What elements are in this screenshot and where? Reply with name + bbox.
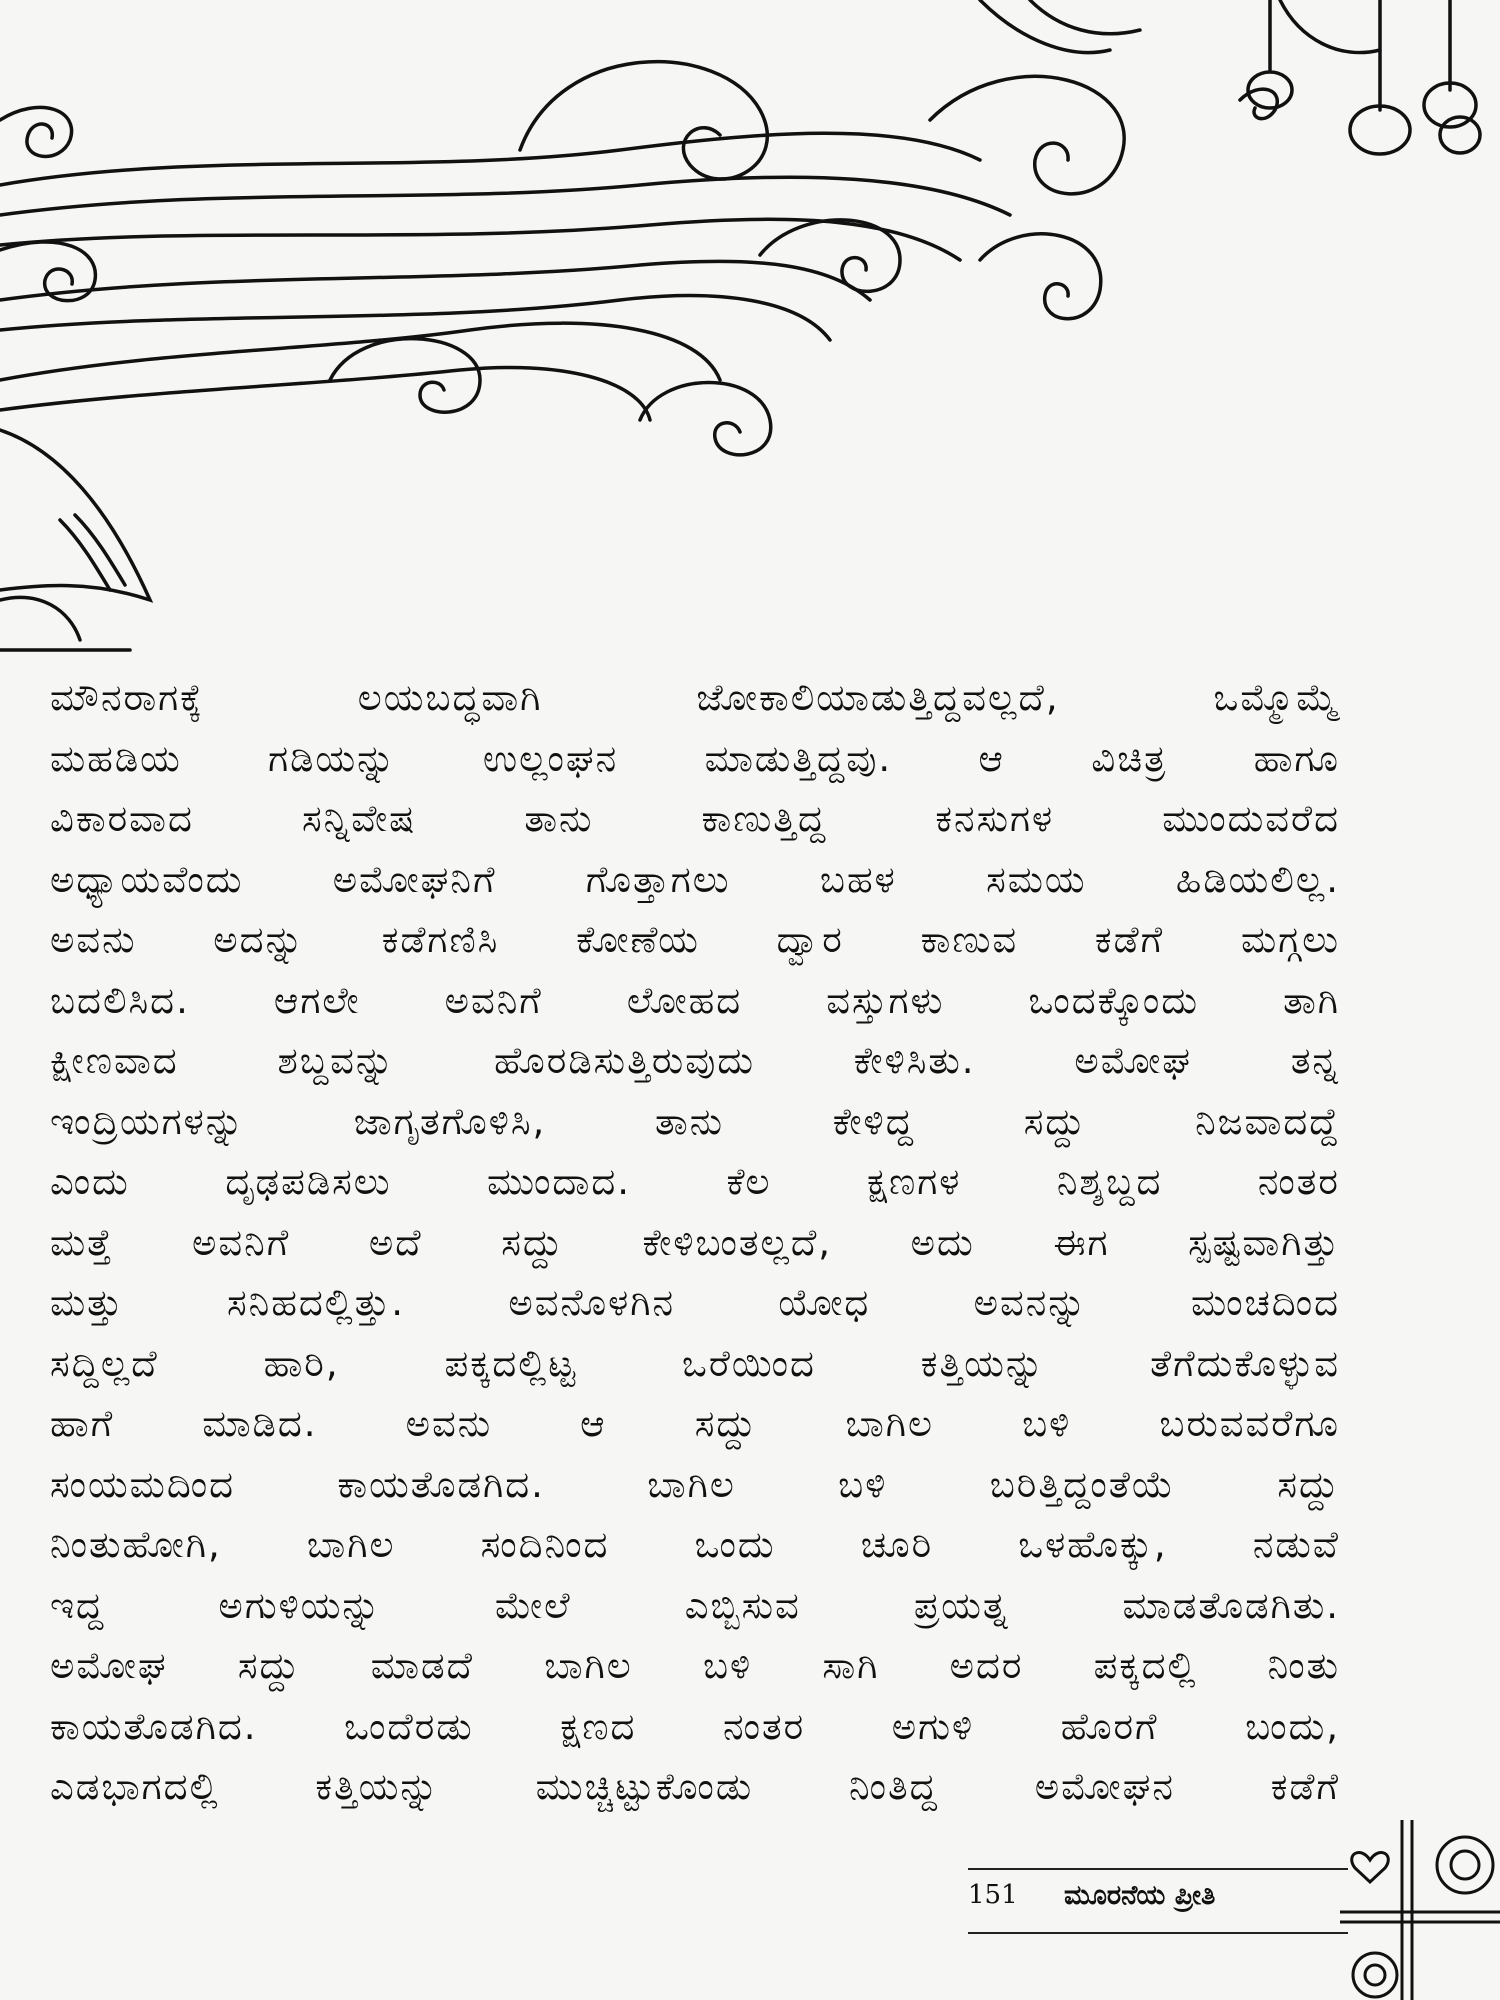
text-line: ಇದ್ದ ಅಗುಳಿಯನ್ನು ಮೇಲೆ ಎಬ್ಬಿಸುವ ಪ್ರಯತ್ನ ಮಾಡತೊಡಗಿತು.	[50, 1583, 1340, 1627]
text-line: ಎಂದು ದೃಢಪಡಿಸಲು ಮುಂದಾದ. ಕೆಲ ಕ್ಷಣಗಳ ನಿಶ್ಶಬ್ದದ ನಂತರ	[50, 1160, 1340, 1203]
heart-icon	[1352, 1852, 1389, 1882]
wind-strand-7	[0, 367, 650, 420]
hanging-bead-2	[1350, 106, 1410, 154]
footer-rule-top	[968, 1868, 1348, 1870]
swirl-mid-2	[980, 234, 1101, 319]
text-line: ಕ್ಷೀಣವಾದ ಶಬ್ದವನ್ನು ಹೊರಡಿಸುತ್ತಿರುವುದು ಕೇಳಿಸಿತು. ಅಮೋಘ ತನ್ನ	[50, 1039, 1340, 1082]
text-line: ಮಹಡಿಯ ಗಡಿಯನ್ನು ಉಲ್ಲಂಘನ ಮಾಡುತ್ತಿದ್ದವು. ಆ ವಿಚಿತ್ರ ಹಾಗೂ	[50, 736, 1340, 780]
text-line: ವಿಕಾರವಾದ ಸನ್ನಿವೇಷ ತಾನು ಕಾಣುತ್ತಿದ್ದ ಕನಸುಗಳ ಮುಂದುವರೆದ	[50, 797, 1340, 840]
wind-strand-3	[0, 219, 960, 260]
text-line: ಸದ್ದಿಲ್ಲದೆ ಹಾರಿ, ಪಕ್ಕದಲ್ಲಿಟ್ಟ ಒರೆಯಿಂದ ಕತ್ತಿಯನ್ನು ತೆಗೆದುಕೊಳ್ಳುವ	[50, 1341, 1340, 1385]
text-line: ಮತ್ತು ಸನಿಹದಲ್ಲಿತ್ತು. ಅವನೊಳಗಿನ ಯೋಧ ಅವನನ್ನು ಮಂಚದಿಂದ	[50, 1281, 1340, 1324]
swirl-top-center	[520, 62, 767, 179]
text-line: ಎಡಭಾಗದಲ್ಲಿ ಕತ್ತಿಯನ್ನು ಮುಚ್ಚಿಟ್ಟುಕೊಂಡು ನಿಂತಿದ್ದ ಅಮೋಘನ ಕಡೆಗೆ	[50, 1765, 1340, 1808]
text-line: ಅವನು ಅದನ್ನು ಕಡೆಗಣಿಸಿ ಕೋಣೆಯ ದ್ವಾರ ಕಾಣುವ ಕಡೆಗೆ ಮಗ್ಗಲು	[50, 918, 1340, 961]
text-line: ಅಧ್ಯಾಯವೆಂದು ಅಮೋಘನಿಗೆ ಗೊತ್ತಾಗಲು ಬಹಳ ಸಮಯ ಹಿಡಿಯಲಿಲ್ಲ.	[50, 857, 1340, 901]
swirl-left-top	[0, 107, 72, 156]
text-line: ಅಮೋಘ ಸದ್ದು ಮಾಡದೆ ಬಾಗಿಲ ಬಳಿ ಸಾಗಿ ಅದರ ಪಕ್ಕದಲ್ಲಿ ನಿಂತು	[50, 1644, 1340, 1687]
wind-strand-4	[0, 261, 870, 300]
text-line: ಹಾಗೆ ಮಾಡಿದ. ಅವನು ಆ ಸದ್ದು ಬಾಗಿಲ ಬಳಿ ಬರುವವರೆಗೂ	[50, 1402, 1340, 1445]
text-line: ಬದಲಿಸಿದ. ಆಗಲೇ ಅವನಿಗೆ ಲೋಹದ ವಸ್ತುಗಳು ಒಂದಕ್ಕೊಂದು ತಾಗಿ	[50, 978, 1340, 1022]
shoulder-band-1	[60, 520, 110, 590]
body-text	[50, 668, 1340, 1818]
text-line: ಕಾಯತೊಡಗಿದ. ಒಂದೆರಡು ಕ್ಷಣದ ನಂತರ ಅಗುಳಿ ಹೊರಗೆ ಬಂದು,	[50, 1704, 1340, 1748]
swirl-wind-illustration	[0, 0, 1500, 660]
ornament-circle-top	[1437, 1837, 1493, 1893]
wind-strand-2	[0, 177, 1010, 215]
corner-ornament	[1340, 1820, 1500, 2000]
page-footer	[968, 1862, 1348, 1942]
footer-rule-bottom	[968, 1932, 1348, 1934]
ornament-circle-bottom	[1353, 1953, 1397, 1997]
running-title: ಮೂರನೆಯ ಪ್ರೀತಿ	[1064, 1880, 1216, 1911]
text-line: ನಿಂತುಹೋಗಿ, ಬಾಗಿಲ ಸಂದಿನಿಂದ ಒಂದು ಚೂರಿ ಒಳಹೊಕ್ಕು, ನಡುವೆ	[50, 1523, 1340, 1566]
hanging-bead-4	[1440, 117, 1480, 153]
text-line: ಮೌನರಾಗಕ್ಕೆ ಲಯಬದ್ಧವಾಗಿ ಜೋಕಾಲಿಯಾಡುತ್ತಿದ್ದವಲ್ಲದೆ, ಒಮ್ಮೊಮ್ಮೆ	[50, 676, 1340, 719]
text-line: ಮತ್ತೆ ಅವನಿಗೆ ಅದೆ ಸದ್ದು ಕೇಳಿಬಂತಲ್ಲದೆ, ಅದು ಈಗ ಸ್ಪಷ್ಟವಾಗಿತ್ತು	[50, 1220, 1340, 1264]
swirl-top-right	[930, 76, 1124, 193]
swirl-mid-1	[760, 220, 900, 291]
swirl-low-1	[640, 383, 771, 455]
text-line: ಸಂಯಮದಿಂದ ಕಾಯತೊಡಗಿದ. ಬಾಗಿಲ ಬಳಿ ಬರಿತ್ತಿದ್ದಂತೆಯೆ ಸದ್ದು	[50, 1462, 1340, 1506]
page-number: 151	[968, 1880, 1018, 1910]
shoulder-fold	[0, 597, 80, 640]
branch-lines	[980, 0, 1380, 53]
text-line: ಇಂದ್ರಿಯಗಳನ್ನು ಜಾಗೃತಗೊಳಿಸಿ, ತಾನು ಕೇಳಿದ್ದ ಸದ್ದು ನಿಜವಾದದ್ದೆ	[50, 1099, 1340, 1143]
wind-strand-5	[0, 296, 830, 340]
